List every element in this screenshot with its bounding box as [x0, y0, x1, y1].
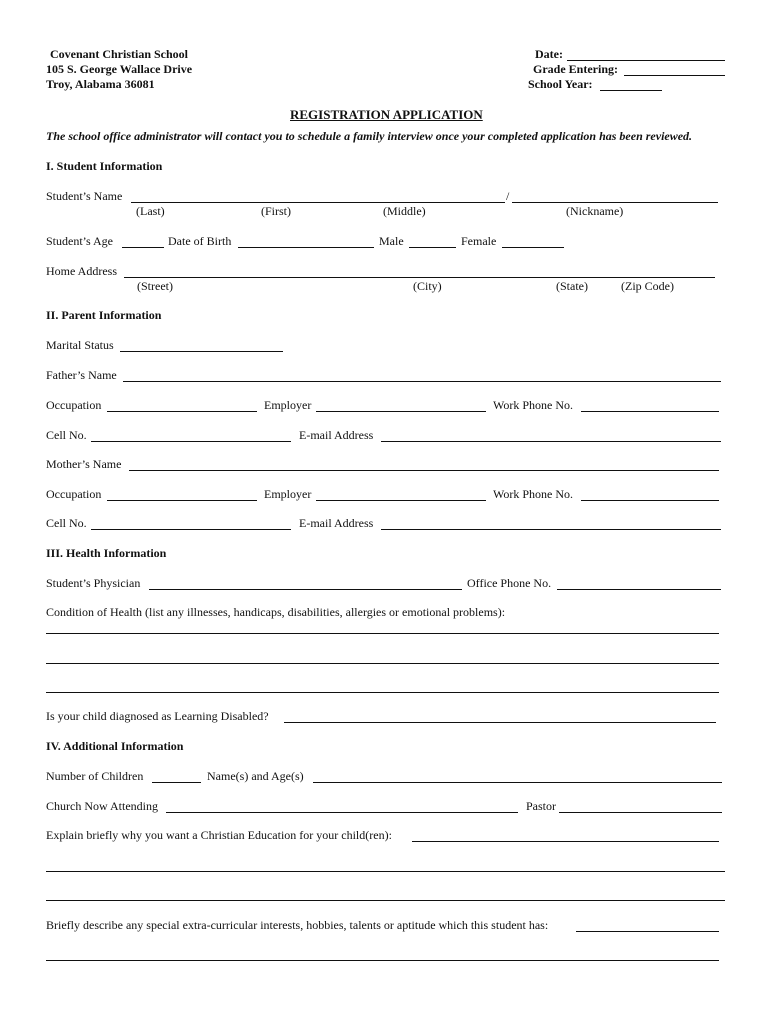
father-cell-field[interactable] — [91, 441, 291, 442]
date-label: Date: — [535, 47, 563, 61]
condition-of-health-label: Condition of Health (list any illnesses, handicaps, disabilities, allergies or emotional problems): — [46, 605, 506, 619]
mother-cell-label: Cell No. — [46, 516, 87, 530]
physician-label: Student’s Physician — [46, 576, 141, 590]
father-email-field[interactable] — [381, 441, 721, 442]
section-additional-info: IV. Additional Information — [46, 739, 184, 753]
father-work-phone-field[interactable] — [581, 411, 719, 412]
school-city: Troy, Alabama 36081 — [46, 77, 155, 91]
father-occupation-field[interactable] — [107, 411, 257, 412]
school-street: 105 S. George Wallace Drive — [46, 62, 193, 76]
name-slash: / — [506, 189, 510, 203]
state-caption: (State) — [556, 279, 588, 293]
students-age-field[interactable] — [122, 247, 164, 248]
pastor-label: Pastor — [526, 799, 556, 813]
students-age-label: Student’s Age — [46, 234, 114, 248]
mother-employer-field[interactable] — [316, 500, 486, 501]
number-of-children-label: Number of Children — [46, 769, 144, 783]
marital-status-label: Marital Status — [46, 338, 114, 352]
mother-cell-field[interactable] — [91, 529, 291, 530]
mother-occupation-field[interactable] — [107, 500, 257, 501]
middle-caption: (Middle) — [383, 204, 426, 218]
office-phone-label: Office Phone No. — [467, 576, 552, 590]
first-caption: (First) — [261, 204, 291, 218]
mother-work-phone-label: Work Phone No. — [493, 487, 574, 501]
interests-field[interactable] — [576, 931, 719, 932]
nickname-field[interactable] — [512, 202, 718, 203]
church-field[interactable] — [166, 812, 518, 813]
mother-work-phone-field[interactable] — [581, 500, 719, 501]
date-field[interactable] — [567, 60, 725, 61]
father-cell-label: Cell No. — [46, 428, 87, 442]
christian-education-line-2[interactable] — [46, 871, 725, 872]
last-caption: (Last) — [136, 204, 165, 218]
mothers-name-label: Mother’s Name — [46, 457, 122, 471]
male-label: Male — [379, 234, 404, 248]
female-label: Female — [461, 234, 497, 248]
office-phone-field[interactable] — [557, 589, 721, 590]
school-year-label: School Year: — [528, 77, 593, 91]
school-name: Covenant Christian School — [50, 47, 189, 61]
interests-label: Briefly describe any special extra-curricular interests, hobbies, talents or aptitude which this student has: — [46, 918, 549, 932]
christian-education-label: Explain briefly why you want a Christian Education for your child(ren): — [46, 828, 392, 842]
grade-entering-label: Grade Entering: — [533, 62, 618, 76]
fathers-name-label: Father’s Name — [46, 368, 117, 382]
grade-entering-field[interactable] — [624, 75, 725, 76]
form-title: REGISTRATION APPLICATION — [290, 107, 483, 122]
home-address-field[interactable] — [124, 277, 715, 278]
christian-education-field[interactable] — [412, 841, 719, 842]
condition-of-health-line-2[interactable] — [46, 663, 719, 664]
date-of-birth-label: Date of Birth — [168, 234, 232, 248]
street-caption: (Street) — [137, 279, 173, 293]
father-work-phone-label: Work Phone No. — [493, 398, 574, 412]
physician-field[interactable] — [149, 589, 462, 590]
mothers-name-field[interactable] — [129, 470, 719, 471]
pastor-field[interactable] — [559, 812, 722, 813]
mother-email-label: E-mail Address — [299, 516, 374, 530]
zip-caption: (Zip Code) — [621, 279, 674, 293]
number-of-children-field[interactable] — [152, 782, 201, 783]
fathers-name-field[interactable] — [123, 381, 721, 382]
city-caption: (City) — [413, 279, 442, 293]
students-name-field[interactable] — [131, 202, 505, 203]
mother-employer-label: Employer — [264, 487, 312, 501]
christian-education-line-3[interactable] — [46, 900, 725, 901]
father-occupation-label: Occupation — [46, 398, 102, 412]
father-employer-field[interactable] — [316, 411, 486, 412]
marital-status-field[interactable] — [120, 351, 283, 352]
home-address-label: Home Address — [46, 264, 117, 278]
names-ages-field[interactable] — [313, 782, 722, 783]
section-student-info: I. Student Information — [46, 159, 163, 173]
names-ages-label: Name(s) and Age(s) — [207, 769, 304, 783]
father-email-label: E-mail Address — [299, 428, 374, 442]
male-field[interactable] — [409, 247, 456, 248]
section-health-info: III. Health Information — [46, 546, 167, 560]
mother-occupation-label: Occupation — [46, 487, 102, 501]
form-intro: The school office administrator will contact you to schedule a family interview once your completed application has been reviewed. — [46, 129, 693, 143]
date-of-birth-field[interactable] — [238, 247, 374, 248]
mother-email-field[interactable] — [381, 529, 721, 530]
learning-disabled-field[interactable] — [284, 722, 716, 723]
church-label: Church Now Attending — [46, 799, 158, 813]
nickname-caption: (Nickname) — [566, 204, 624, 218]
interests-line-2[interactable] — [46, 960, 719, 961]
section-parent-info: II. Parent Information — [46, 308, 162, 322]
condition-of-health-line-3[interactable] — [46, 692, 719, 693]
female-field[interactable] — [502, 247, 564, 248]
father-employer-label: Employer — [264, 398, 312, 412]
condition-of-health-line-1[interactable] — [46, 633, 719, 634]
students-name-label: Student’s Name — [46, 189, 123, 203]
school-year-field[interactable] — [600, 90, 662, 91]
learning-disabled-label: Is your child diagnosed as Learning Disabled? — [46, 709, 269, 723]
